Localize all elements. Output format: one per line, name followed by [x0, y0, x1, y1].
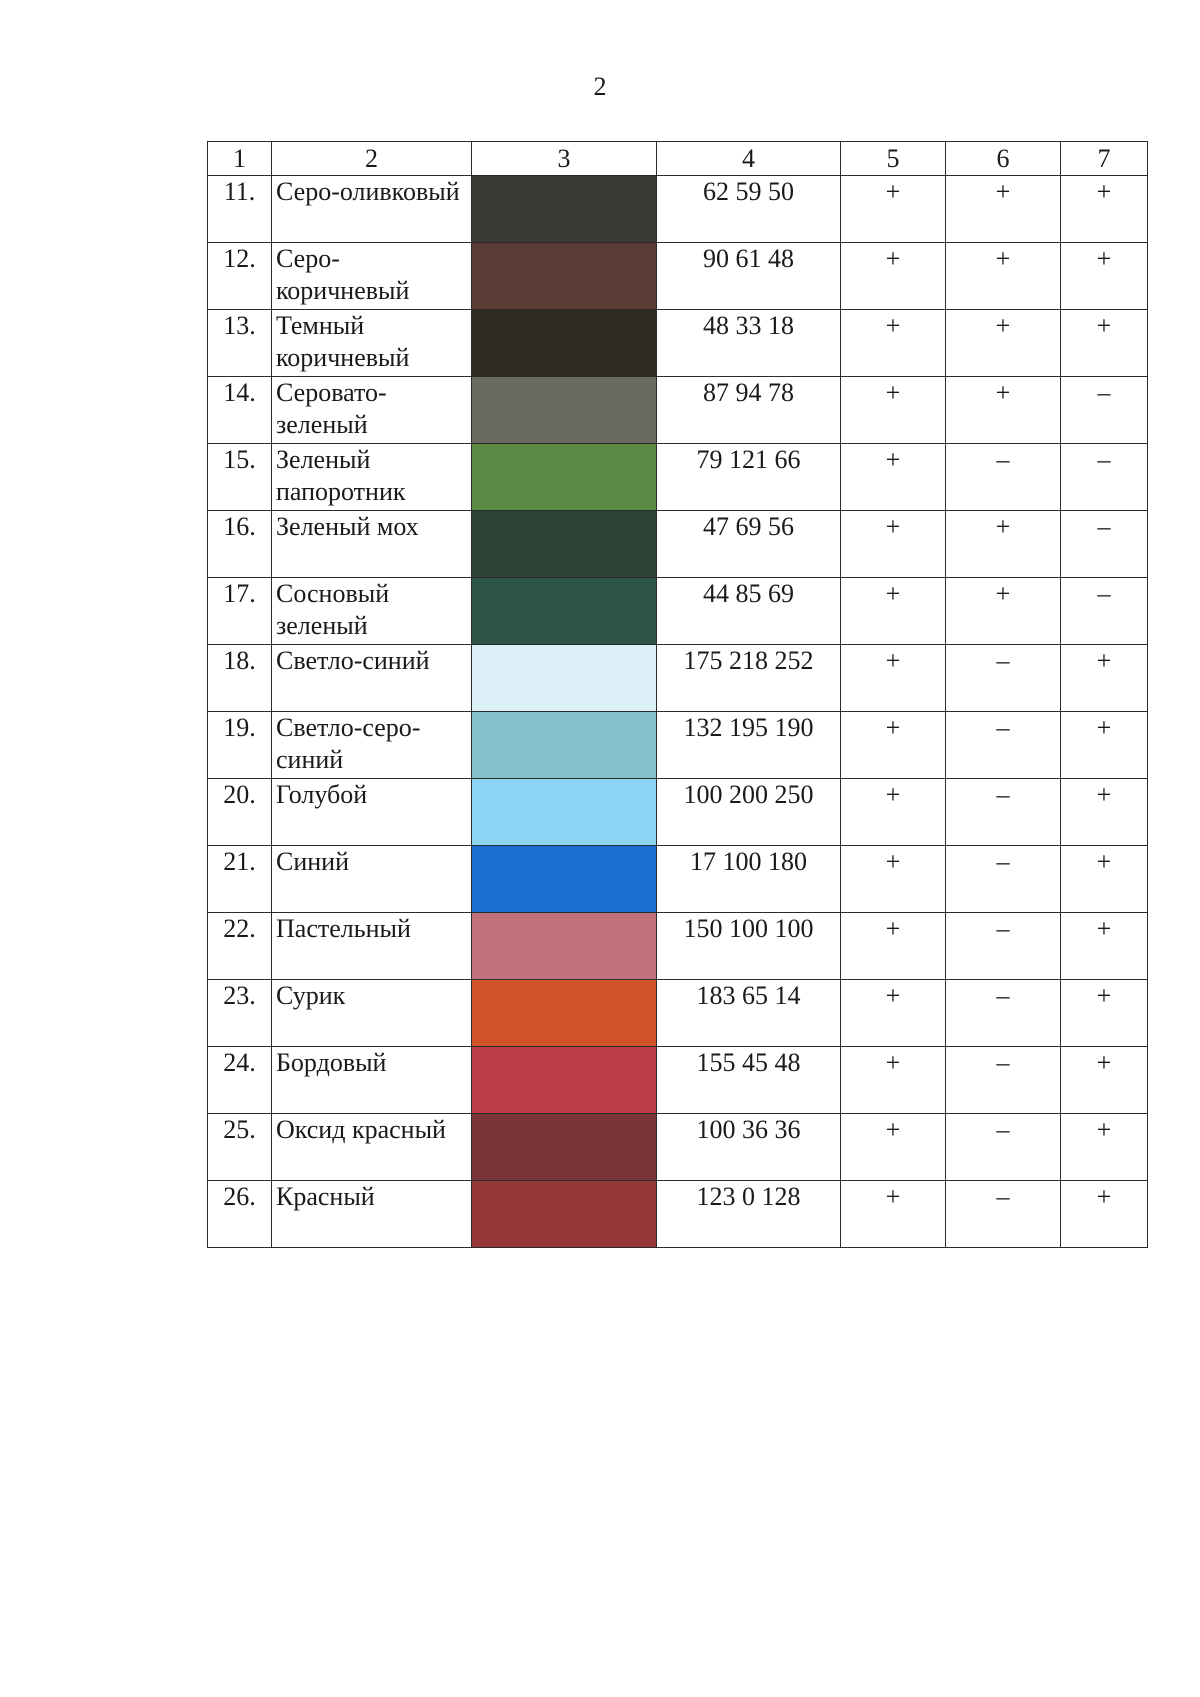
color-name: Синий [272, 846, 472, 913]
color-swatch-cell [472, 444, 657, 511]
table-row [208, 377, 1148, 444]
color-swatch [472, 980, 656, 1046]
color-swatch [472, 310, 656, 376]
row-number: 20. [208, 779, 272, 846]
mark-col-5: + [841, 980, 946, 1047]
color-name: Зеленый мох [272, 511, 472, 578]
table-row [208, 511, 1148, 578]
color-swatch-cell [472, 377, 657, 444]
row-number: 12. [208, 243, 272, 310]
row-number: 11. [208, 176, 272, 243]
row-number: 25. [208, 1114, 272, 1181]
table-row [208, 310, 1148, 377]
mark-col-5: + [841, 1114, 946, 1181]
mark-col-7: + [1061, 913, 1148, 980]
table-row [208, 243, 1148, 310]
row-number: 18. [208, 645, 272, 712]
mark-col-6: + [946, 310, 1061, 377]
mark-col-6: + [946, 176, 1061, 243]
row-number: 26. [208, 1181, 272, 1248]
color-name: Светло-серо-синий [272, 712, 472, 779]
color-swatch-cell [472, 176, 657, 243]
rgb-value: 48 33 18 [657, 310, 841, 377]
color-swatch [472, 779, 656, 845]
mark-col-7: + [1061, 712, 1148, 779]
mark-col-5: + [841, 913, 946, 980]
page-number: 2 [593, 72, 607, 101]
rgb-value: 100 36 36 [657, 1114, 841, 1181]
row-number: 23. [208, 980, 272, 1047]
rgb-value: 17 100 180 [657, 846, 841, 913]
mark-col-7: + [1061, 1181, 1148, 1248]
color-swatch-cell [472, 1181, 657, 1248]
mark-col-7: + [1061, 1114, 1148, 1181]
mark-col-6: – [946, 913, 1061, 980]
color-swatch [472, 1047, 656, 1113]
header-cell: 6 [946, 142, 1061, 176]
color-swatch-cell [472, 1114, 657, 1181]
rgb-value: 90 61 48 [657, 243, 841, 310]
mark-col-6: – [946, 779, 1061, 846]
rgb-value: 44 85 69 [657, 578, 841, 645]
table-body [208, 176, 1148, 1248]
color-swatch [472, 176, 656, 242]
color-swatch-cell [472, 980, 657, 1047]
mark-col-7: + [1061, 310, 1148, 377]
color-swatch [472, 578, 656, 644]
table-row [208, 846, 1148, 913]
color-swatch-cell [472, 779, 657, 846]
color-name: Красный [272, 1181, 472, 1248]
header-cell: 5 [841, 142, 946, 176]
mark-col-7: – [1061, 444, 1148, 511]
color-name: Сурик [272, 980, 472, 1047]
color-name: Зеленый папоротник [272, 444, 472, 511]
mark-col-7: – [1061, 377, 1148, 444]
header-cell: 1 [208, 142, 272, 176]
header-cell: 2 [272, 142, 472, 176]
mark-col-7: + [1061, 1047, 1148, 1114]
mark-col-7: + [1061, 846, 1148, 913]
table-row [208, 913, 1148, 980]
color-name: Серовато-зеленый [272, 377, 472, 444]
mark-col-6: – [946, 846, 1061, 913]
mark-col-7: + [1061, 176, 1148, 243]
mark-col-6: + [946, 377, 1061, 444]
color-swatch [472, 511, 656, 577]
color-swatch-cell [472, 578, 657, 645]
color-swatch [472, 1114, 656, 1180]
color-swatch [472, 377, 656, 443]
color-table [207, 141, 1148, 1248]
mark-col-6: + [946, 243, 1061, 310]
table-row [208, 980, 1148, 1047]
rgb-value: 62 59 50 [657, 176, 841, 243]
mark-col-7: + [1061, 243, 1148, 310]
row-number: 13. [208, 310, 272, 377]
mark-col-5: + [841, 310, 946, 377]
color-name: Сосновый зеленый [272, 578, 472, 645]
mark-col-5: + [841, 1047, 946, 1114]
table-row [208, 712, 1148, 779]
color-swatch [472, 645, 656, 711]
mark-col-7: + [1061, 645, 1148, 712]
mark-col-7: + [1061, 779, 1148, 846]
mark-col-6: – [946, 1114, 1061, 1181]
rgb-value: 87 94 78 [657, 377, 841, 444]
mark-col-5: + [841, 846, 946, 913]
rgb-value: 150 100 100 [657, 913, 841, 980]
color-swatch-cell [472, 243, 657, 310]
mark-col-5: + [841, 176, 946, 243]
rgb-value: 132 195 190 [657, 712, 841, 779]
color-swatch-cell [472, 310, 657, 377]
color-swatch-cell [472, 511, 657, 578]
rgb-value: 47 69 56 [657, 511, 841, 578]
color-name: Голубой [272, 779, 472, 846]
mark-col-5: + [841, 779, 946, 846]
mark-col-6: + [946, 578, 1061, 645]
color-swatch [472, 243, 656, 309]
color-swatch [472, 712, 656, 778]
color-swatch-cell [472, 712, 657, 779]
row-number: 16. [208, 511, 272, 578]
color-swatch [472, 444, 656, 510]
color-swatch-cell [472, 913, 657, 980]
mark-col-5: + [841, 645, 946, 712]
table-row [208, 1181, 1148, 1248]
color-name: Оксид красный [272, 1114, 472, 1181]
mark-col-6: + [946, 511, 1061, 578]
color-swatch-cell [472, 645, 657, 712]
mark-col-7: – [1061, 511, 1148, 578]
header-cell: 7 [1061, 142, 1148, 176]
mark-col-6: – [946, 1047, 1061, 1114]
rgb-value: 183 65 14 [657, 980, 841, 1047]
mark-col-6: – [946, 444, 1061, 511]
color-name: Серо-оливковый [272, 176, 472, 243]
table-row [208, 1047, 1148, 1114]
table-row [208, 1114, 1148, 1181]
mark-col-5: + [841, 712, 946, 779]
header-cell: 4 [657, 142, 841, 176]
row-number: 14. [208, 377, 272, 444]
mark-col-6: – [946, 1181, 1061, 1248]
table-row [208, 444, 1148, 511]
mark-col-5: + [841, 578, 946, 645]
table-row [208, 645, 1148, 712]
row-number: 19. [208, 712, 272, 779]
mark-col-7: + [1061, 980, 1148, 1047]
color-name: Светло-синий [272, 645, 472, 712]
rgb-value: 175 218 252 [657, 645, 841, 712]
rgb-value: 100 200 250 [657, 779, 841, 846]
rgb-value: 155 45 48 [657, 1047, 841, 1114]
color-swatch-cell [472, 846, 657, 913]
mark-col-5: + [841, 444, 946, 511]
color-swatch [472, 846, 656, 912]
table-row [208, 176, 1148, 243]
table-row [208, 779, 1148, 846]
color-swatch [472, 1181, 656, 1247]
color-name: Бордовый [272, 1047, 472, 1114]
mark-col-6: – [946, 980, 1061, 1047]
color-swatch-cell [472, 1047, 657, 1114]
row-number: 24. [208, 1047, 272, 1114]
color-name: Пастельный [272, 913, 472, 980]
mark-col-5: + [841, 511, 946, 578]
color-name: Темный коричневый [272, 310, 472, 377]
rgb-value: 123 0 128 [657, 1181, 841, 1248]
table-row [208, 578, 1148, 645]
header-row [208, 142, 1148, 176]
color-name: Серо-коричневый [272, 243, 472, 310]
mark-col-7: – [1061, 578, 1148, 645]
mark-col-6: – [946, 645, 1061, 712]
mark-col-5: + [841, 243, 946, 310]
header-cell: 3 [472, 142, 657, 176]
color-swatch [472, 913, 656, 979]
row-number: 17. [208, 578, 272, 645]
mark-col-5: + [841, 1181, 946, 1248]
row-number: 15. [208, 444, 272, 511]
rgb-value: 79 121 66 [657, 444, 841, 511]
mark-col-5: + [841, 377, 946, 444]
mark-col-6: – [946, 712, 1061, 779]
row-number: 22. [208, 913, 272, 980]
row-number: 21. [208, 846, 272, 913]
